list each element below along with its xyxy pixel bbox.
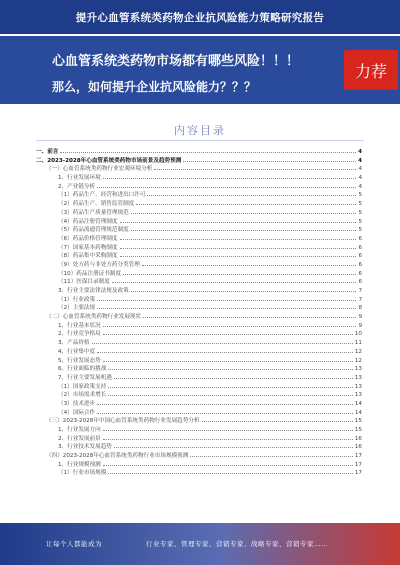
- toc-entry[interactable]: [36, 252, 362, 261]
- toc-entry-text: （9）处方药与非处方药分类管理: [58, 261, 140, 268]
- toc-leader-dots: [147, 195, 356, 196]
- toc-leader-dots: [97, 413, 353, 414]
- toc-entry-page: 9: [358, 314, 362, 321]
- footer-roles: 行业专家、管理专家、营销专家、战略专家、营销专家……: [146, 540, 328, 548]
- toc-title: 内容目录: [174, 124, 226, 137]
- toc-entry-text: （2）药品生产、销售监管制度: [58, 201, 135, 208]
- toc-entry-text: （7）国家基本药物制度: [58, 244, 118, 251]
- toc-entry-page: 7: [358, 296, 362, 303]
- toc-entry-page: 6: [358, 279, 362, 286]
- banner-subheadline: 那么，如何提升企业抗风险能力？？？: [52, 80, 257, 94]
- toc-entry-text: 4、行业集中度: [58, 348, 96, 355]
- toc-entry-text: （3）药品生产质量管理规范: [58, 209, 129, 216]
- toc-entry-text: （8）药品集中采购制度: [58, 253, 118, 260]
- toc-entry-page: 5: [358, 201, 362, 208]
- toc-entry-text: 一、前言: [36, 149, 59, 155]
- toc-entry[interactable]: [36, 400, 362, 409]
- toc-entry[interactable]: [36, 296, 362, 305]
- toc-entry-text: （四）2023-2028年心血管系统类药物行业市场规模预测: [46, 453, 189, 460]
- toc-divider: [36, 140, 364, 141]
- toc-entry-page: 4: [358, 157, 362, 164]
- toc-leader-dots: [103, 465, 353, 466]
- toc-leader-dots: [60, 152, 356, 153]
- toc-entry[interactable]: [36, 313, 362, 322]
- toc-entry-page: 12: [354, 348, 362, 355]
- toc-entry-page: 5: [358, 192, 362, 199]
- toc-entry[interactable]: [36, 330, 362, 339]
- recommend-seal: 力荐: [344, 50, 398, 90]
- toc-entry-page: 14: [354, 400, 362, 407]
- banner-headline: 心血管系统类药物市场都有哪些风险！！！: [52, 54, 300, 69]
- toc-entry-page: 17: [354, 453, 362, 460]
- toc-leader-dots: [120, 256, 357, 257]
- toc-entry[interactable]: [36, 218, 362, 227]
- footer-bar: [0, 523, 400, 565]
- toc-entry-text: （6）药品价格管理制度: [58, 235, 118, 242]
- toc-entry[interactable]: [36, 304, 362, 313]
- toc-entry-text: 2、产业链分析: [58, 183, 96, 190]
- toc-leader-dots: [108, 387, 353, 388]
- toc-entry-page: 17: [354, 461, 362, 468]
- toc-leader-dots: [108, 369, 353, 370]
- toc-leader-dots: [131, 213, 357, 214]
- toc-entry[interactable]: [36, 417, 362, 426]
- toc-leader-dots: [131, 230, 357, 231]
- toc-entry-text: （三）2023-2028年中国心血管系统类药物行业发展趋势分析: [46, 418, 200, 425]
- toc-leader-dots: [103, 361, 353, 362]
- toc-leader-dots: [108, 473, 353, 474]
- toc-entry-page: 6: [358, 244, 362, 251]
- toc-entry-page: 4: [358, 149, 362, 155]
- toc-leader-dots: [97, 187, 356, 188]
- toc-entry[interactable]: [36, 374, 362, 383]
- toc-entry-page: 16: [354, 444, 362, 451]
- toc-entry-page: 11: [354, 340, 362, 347]
- toc-entry-text: （1）行业政策: [58, 296, 96, 303]
- toc-entry-page: 12: [354, 357, 362, 364]
- footer-slogan: 让每个人都能成为: [46, 540, 102, 548]
- toc-leader-dots: [131, 291, 357, 292]
- toc-leader-dots: [92, 343, 353, 344]
- toc-entry-text: 1、行业发展方向: [58, 427, 101, 433]
- toc-leader-dots: [97, 352, 353, 353]
- toc-entry-text: （1）行业市场规模: [58, 470, 107, 477]
- toc-entry-page: 7: [358, 288, 362, 294]
- toc-entry[interactable]: [36, 209, 362, 218]
- toc-entry-page: 8: [358, 305, 362, 312]
- toc-entry[interactable]: [36, 391, 362, 400]
- toc-entry[interactable]: [36, 270, 362, 279]
- toc-entry-text: （1）药品生产、经营和进出口许可: [58, 192, 146, 199]
- toc-entry-page: 4: [358, 166, 362, 173]
- toc-entry-text: 6、行业面临的挑战: [58, 366, 107, 373]
- toc-leader-dots: [103, 439, 353, 440]
- toc-leader-dots: [103, 430, 353, 431]
- toc-entry[interactable]: [36, 348, 362, 357]
- toc-entry-page: 6: [358, 261, 362, 268]
- toc-entry-text: 5、行业发展态势: [58, 357, 101, 364]
- toc-entry-text: （10）药品注册证书制度: [58, 270, 122, 277]
- toc-entry[interactable]: [36, 200, 362, 209]
- toc-leader-dots: [114, 447, 353, 448]
- toc-entry-page: 5: [358, 227, 362, 234]
- toc-entry-page: 9: [358, 322, 362, 329]
- toc-entry-page: 6: [358, 235, 362, 242]
- toc-entry-text: （二）心血管系统类药物行业发展现状: [46, 314, 142, 321]
- toc-entry-text: 3、行业技术发展趋势: [58, 444, 112, 451]
- toc-entry-page: 10: [354, 331, 362, 338]
- toc-entry-page: 17: [354, 470, 362, 477]
- toc-entry-page: 13: [354, 374, 362, 381]
- toc-entry-text: （2）主要法规: [58, 305, 96, 312]
- toc-entry-page: 13: [354, 383, 362, 390]
- toc-entry-text: 7、行业主要发展机遇: [58, 374, 112, 381]
- toc-entry[interactable]: [36, 383, 362, 392]
- toc-entry-text: （11）医保目录制度: [58, 279, 110, 286]
- toc-entry-page: 6: [358, 253, 362, 260]
- toc-leader-dots: [190, 456, 353, 457]
- toc-leader-dots: [120, 239, 357, 240]
- promo-banner: [0, 36, 400, 104]
- toc-leader-dots: [103, 334, 353, 335]
- toc-leader-dots: [183, 161, 356, 162]
- toc-entry-text: 2、行业发展前景: [58, 435, 101, 442]
- toc-entry-page: 5: [358, 218, 362, 225]
- toc-leader-dots: [97, 404, 353, 405]
- toc-leader-dots: [202, 421, 353, 422]
- toc-entry-page: 15: [354, 418, 362, 425]
- toc-entry-page: 5: [358, 209, 362, 216]
- toc-leader-dots: [120, 222, 357, 223]
- toc-entry[interactable]: [36, 148, 362, 157]
- toc-entry[interactable]: [36, 452, 362, 461]
- toc-leader-dots: [154, 169, 356, 170]
- toc-entry-text: 二、2023-2028年心血管系统类药物市场前景及趋势预测: [36, 157, 182, 164]
- toc-leader-dots: [136, 204, 356, 205]
- table-of-contents: [36, 148, 362, 478]
- report-title: 提升心血管系统类药物企业抗风险能力策略研究报告: [75, 11, 325, 24]
- toc-entry-page: 4: [358, 175, 362, 182]
- toc-entry[interactable]: [36, 426, 362, 435]
- toc-leader-dots: [112, 282, 357, 283]
- toc-entry-text: （4）国际合作: [58, 409, 96, 416]
- toc-leader-dots: [143, 317, 356, 318]
- toc-entry-page: 16: [354, 435, 362, 442]
- toc-entry[interactable]: [36, 409, 362, 418]
- toc-entry[interactable]: [36, 157, 362, 166]
- toc-entry[interactable]: [36, 235, 362, 244]
- toc-entry[interactable]: [36, 244, 362, 253]
- toc-entry[interactable]: [36, 287, 362, 296]
- toc-leader-dots: [142, 265, 357, 266]
- toc-entry-text: （3）技术进步: [58, 400, 96, 407]
- toc-leader-dots: [114, 378, 353, 379]
- toc-entry[interactable]: [36, 174, 362, 183]
- toc-entry-page: 13: [354, 366, 362, 373]
- toc-entry[interactable]: [36, 183, 362, 192]
- toc-entry[interactable]: [36, 435, 362, 444]
- toc-leader-dots: [97, 300, 356, 301]
- toc-entry[interactable]: [36, 322, 362, 331]
- toc-entry-page: 4: [358, 183, 362, 190]
- report-header-bar: [0, 0, 400, 34]
- toc-entry-text: （5）药品流通管理规范制度: [58, 227, 129, 234]
- toc-entry-text: 3、产品价格: [58, 340, 90, 347]
- toc-leader-dots: [103, 178, 357, 179]
- toc-entry-page: 14: [354, 409, 362, 416]
- toc-entry[interactable]: [36, 461, 362, 470]
- toc-leader-dots: [108, 395, 353, 396]
- toc-leader-dots: [97, 308, 356, 309]
- toc-entry-text: （1）国家政策支持: [58, 383, 107, 390]
- toc-entry-text: 2、行业竞争格局: [58, 331, 101, 338]
- toc-entry[interactable]: [36, 226, 362, 235]
- toc-leader-dots: [120, 248, 357, 249]
- toc-entry-text: 1、行业基本状况: [58, 322, 101, 329]
- toc-leader-dots: [103, 326, 357, 327]
- toc-entry[interactable]: [36, 278, 362, 287]
- toc-leader-dots: [123, 274, 356, 275]
- toc-entry-text: 3、行业主要法律法规及政策: [58, 288, 129, 294]
- toc-entry-page: 13: [354, 392, 362, 399]
- toc-entry-text: （一）心血管系统类药物行业宏观环境分析: [46, 166, 153, 173]
- toc-entry-text: 1、行业规模预测: [58, 461, 101, 468]
- toc-entry[interactable]: [36, 261, 362, 270]
- toc-entry[interactable]: [36, 443, 362, 452]
- toc-entry-page: 6: [358, 270, 362, 277]
- toc-entry[interactable]: [36, 191, 362, 200]
- toc-entry-text: （4）药品注册管理制度: [58, 218, 118, 225]
- toc-entry-text: 1、行业发展环境: [58, 175, 101, 182]
- toc-entry[interactable]: [36, 165, 362, 174]
- toc-entry[interactable]: [36, 365, 362, 374]
- toc-entry[interactable]: [36, 357, 362, 366]
- toc-entry[interactable]: [36, 469, 362, 478]
- toc-entry-text: （2）市场需求增长: [58, 392, 107, 399]
- toc-entry-page: 15: [354, 427, 362, 433]
- toc-entry[interactable]: [36, 339, 362, 348]
